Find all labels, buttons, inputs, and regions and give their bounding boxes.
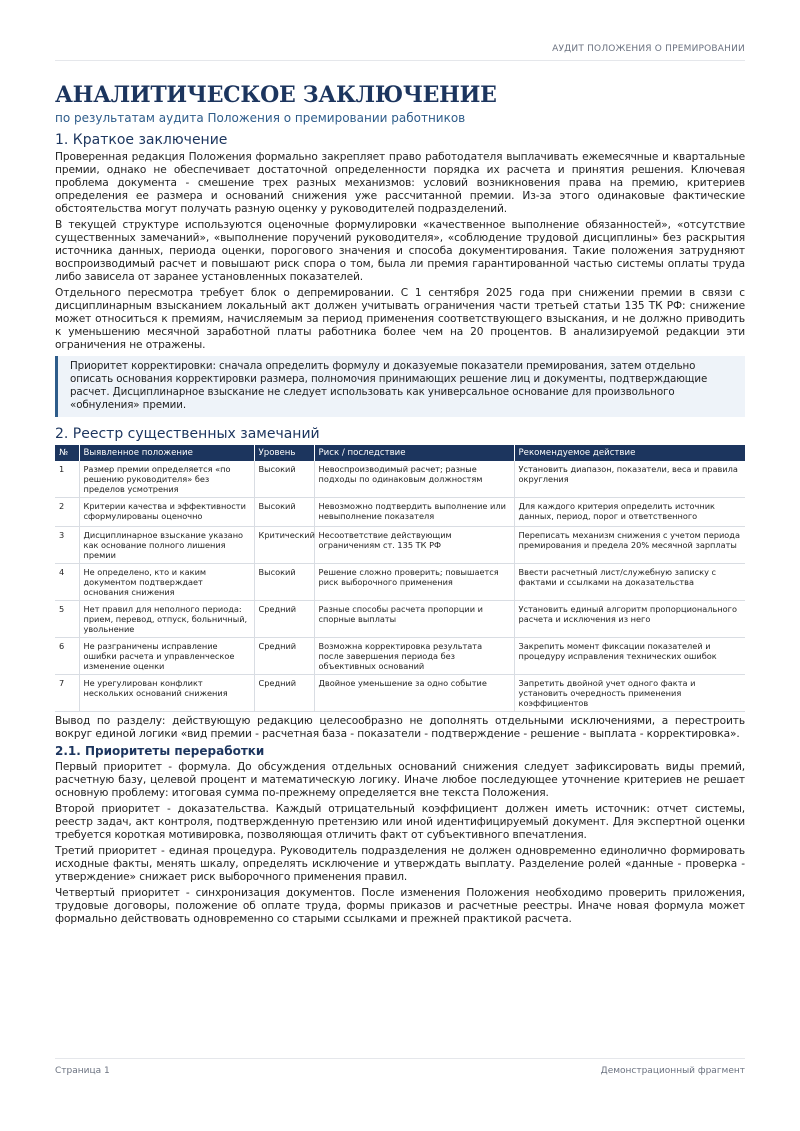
paragraph: В текущей структуре используются оценочные формулировки «качественное выполнение обязанностей», «отсутствие существенных замечаний», «выполнение поручений руководителя», «соблюдение трудовой дисциплины» без раскрытия источника данных, периода оценки, порогового значения и способа документирования. Такие положения затрудняют воспроизводимый расчет и повышают риск спора о том, была ли премия гарантированной частью системы оплаты труда либо зависела от заранее установленных показателей. xyxy=(55,219,745,283)
table-row xyxy=(55,675,745,712)
table-cell: 2 xyxy=(55,498,79,527)
table-cell: Ввести расчетный лист/служебную записку с фактами и ссылками на доказательства xyxy=(514,564,745,601)
table-cell: Дисциплинарное взыскание указано как основание полного лишения премии xyxy=(79,527,254,564)
table-cell: Запретить двойной учет одного факта и установить очередность применения коэффициентов xyxy=(514,675,745,712)
table-cell: Установить единый алгоритм пропорционального расчета и исключения из него xyxy=(514,601,745,638)
paragraph: Четвертый приоритет - синхронизация документов. После изменения Положения необходимо проверить приложения, трудовые договоры, положение об оплате труда, формы приказов и расчетные реестры. Иначе новая формула может формально действовать одновременно со старыми ссылками и прежней практикой расчета. xyxy=(55,887,745,925)
paragraph: Второй приоритет - доказательства. Каждый отрицательный коэффициент должен иметь источник: отчет системы, реестр задач, акт контроля, подтвержденную претензию или иной идентифицируемый документ. Для экспертной оценки требуется короткая мотивировка, позволяющая отличить факт от субъективного впечатления. xyxy=(55,803,745,841)
table-cell: Возможна корректировка результата после завершения периода без объективных оснований xyxy=(314,638,514,675)
table-cell: Установить диапазон, показатели, веса и правила округления xyxy=(514,461,745,498)
table-row xyxy=(55,498,745,527)
running-header: АУДИТ ПОЛОЖЕНИЯ О ПРЕМИРОВАНИИ xyxy=(552,44,745,54)
table-cell: 1 xyxy=(55,461,79,498)
table-cell: Переписать механизм снижения с учетом периода премирования и предела 20% месячной зарплаты xyxy=(514,527,745,564)
callout-text: Приоритет корректировки: сначала определить формулу и доказуемые показатели премирования, затем отдельно описать основания корректировки размера, полномочия принимающих решение лиц и документы, подтверждающие расчет. Дисциплинарное взыскание не следует использовать как универсальное основание для произвольного «обнуления» премии. xyxy=(70,360,708,411)
table-header-row xyxy=(55,445,745,461)
table-row xyxy=(55,527,745,564)
issues-table xyxy=(55,445,745,712)
table-cell: Высокий xyxy=(254,564,314,601)
table-cell: Средний xyxy=(254,675,314,712)
table-cell: Невоспроизводимый расчет; разные подходы по одинаковым должностям xyxy=(314,461,514,498)
table-cell: Невозможно подтвердить выполнение или невыполнение показателя xyxy=(314,498,514,527)
table-cell: 6 xyxy=(55,638,79,675)
table-cell: Решение сложно проверить; повышается риск выборочного применения xyxy=(314,564,514,601)
document-page xyxy=(55,0,745,1131)
table-cell: Размер премии определяется «по решению руководителя» без пределов усмотрения xyxy=(79,461,254,498)
section-heading: 1. Краткое заключение xyxy=(55,132,228,148)
header-divider xyxy=(55,60,745,61)
column-header: Рекомендуемое действие xyxy=(514,445,745,461)
paragraph: Проверенная редакция Положения формально закрепляет право работодателя выплачивать ежемесячные и квартальные премии, однако не обеспечивает достаточной определенности порядка их расчета и принятия решения. Ключевая проблема документа - смешение трех разных механизмов: условий возникновения права на премию, критериев определения ее размера и оснований снижения уже рассчитанной премии. Из-за этого одинаковые фактические обстоятельства могут получать разную оценку у руководителей подразделений. xyxy=(55,151,745,215)
document-body xyxy=(55,132,745,929)
table-cell: Разные способы расчета пропорции и спорные выплаты xyxy=(314,601,514,638)
table-cell: Средний xyxy=(254,601,314,638)
footer-divider xyxy=(55,1058,745,1059)
table-cell: Критерии качества и эффективности сформулированы оценочно xyxy=(79,498,254,527)
document-title: АНАЛИТИЧЕСКОЕ ЗАКЛЮЧЕНИЕ xyxy=(55,82,497,108)
paragraph: Третий приоритет - единая процедура. Руководитель подразделения не должен одновременно единолично формировать исходные факты, менять шкалу, определять исключение и утверждать выплату. Разделение ролей «данные - проверка - утверждение» снижает риск выборочного применения правил. xyxy=(55,845,745,883)
priority-callout xyxy=(55,356,745,417)
section-conclusion: Вывод по разделу: действующую редакцию целесообразно не дополнять отдельными исключениями, а перестроить вокруг единой логики «вид премии - расчетная база - показатели - подтверждение - решение - выплата - корректировка». xyxy=(55,715,745,740)
footer-note: Демонстрационный фрагмент xyxy=(600,1066,745,1076)
table-cell: Средний xyxy=(254,638,314,675)
table-cell: Не разграничены исправление ошибки расчета и управленческое изменение оценки xyxy=(79,638,254,675)
table-cell: 4 xyxy=(55,564,79,601)
paragraph: Первый приоритет - формула. До обсуждения отдельных оснований снижения следует зафиксировать виды премий, расчетную базу, целевой процент и математическую логику. Иначе любое последующее уточнение критериев не решает основную проблему: итоговая сумма по-прежнему определяется вне текста Положения. xyxy=(55,761,745,799)
table-cell: Несоответствие действующим ограничениям ст. 135 ТК РФ xyxy=(314,527,514,564)
page-number: Страница 1 xyxy=(55,1066,110,1076)
column-header: № xyxy=(55,445,79,461)
table-cell: Для каждого критерия определить источник данных, период, порог и ответственного xyxy=(514,498,745,527)
table-cell: Не урегулирован конфликт нескольких оснований снижения xyxy=(79,675,254,712)
table-cell: Высокий xyxy=(254,461,314,498)
paragraph: Отдельного пересмотра требует блок о депремировании. С 1 сентября 2025 года при снижении премии в связи с дисциплинарным взысканием локальный акт должен учитывать ограничения части третьей статьи 135 ТК РФ: снижение может относиться к премиям, начисляемым за период применения соответствующего взыскания, и не должно приводить к уменьшению месячной заработной платы работника более чем на 20 процентов. В анализируемой редакции эти ограничения не отражены. xyxy=(55,287,745,351)
column-header: Уровень xyxy=(254,445,314,461)
table-cell: Не определено, кто и каким документом подтверждает основания снижения xyxy=(79,564,254,601)
column-header: Риск / последствие xyxy=(314,445,514,461)
table-cell: 5 xyxy=(55,601,79,638)
table-cell: 7 xyxy=(55,675,79,712)
document-subtitle: по результатам аудита Положения о премировании работников xyxy=(55,111,466,125)
table-cell: 3 xyxy=(55,527,79,564)
table-row xyxy=(55,564,745,601)
table-cell: Двойное уменьшение за одно событие xyxy=(314,675,514,712)
table-cell: Закрепить момент фиксации показателей и процедуру исправления технических ошибок xyxy=(514,638,745,675)
table-row xyxy=(55,461,745,498)
section-heading: 2. Реестр существенных замечаний xyxy=(55,426,320,442)
table-cell: Высокий xyxy=(254,498,314,527)
table-row xyxy=(55,601,745,638)
table-cell: Нет правил для неполного периода: прием, перевод, отпуск, больничный, увольнение xyxy=(79,601,254,638)
column-header: Выявленное положение xyxy=(79,445,254,461)
subsection-heading: 2.1. Приоритеты переработки xyxy=(55,744,265,758)
table-row xyxy=(55,638,745,675)
table-cell: Критический xyxy=(254,527,314,564)
